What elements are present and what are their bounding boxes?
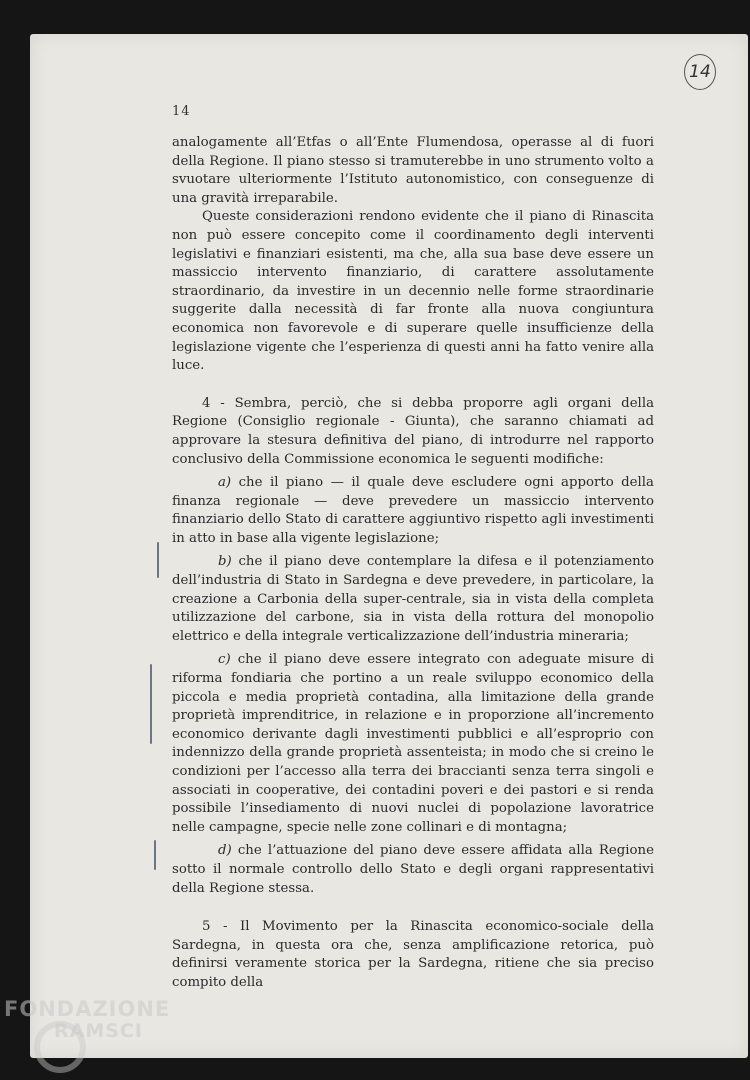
page-number: 14 (172, 104, 191, 119)
list-item-a (172, 474, 654, 548)
list-label: b) (218, 554, 232, 570)
list-text: che il piano deve contemplare la difesa e il potenziamento dell’industria di Stato in Sardegna e deve prevedere, in particolare, la creazione a Carbonia della super-centrale, sia in vista della completa utilizzazione del carbone, sia in vista della rottura del monopolio elettrico e della integrale verticalizzazione dell’industria mineraria; (172, 554, 654, 644)
list-label: d) (218, 843, 232, 859)
watermark-line-1: FONDAZIONE (4, 997, 171, 1021)
paragraph-section-5: 5 - Il Movimento per la Rinascita economico-sociale della Sardegna, in questa ora che, senza amplificazione retorica, può definirsi veramente storica per la Sardegna, ritiene che sia preciso compito della (172, 919, 654, 990)
margin-mark-c (150, 664, 152, 744)
list-item-b (172, 553, 654, 646)
paragraph-continuation: analogamente all’Etfas o all’Ente Flumendosa, operasse al di fuori della Regione. Il piano stesso si tramuterebbe in uno strumento volto a svuotare ulteriormente l’Istituto autonomistico, con conseguenze di una gravità irreparabile. (172, 135, 654, 206)
paragraph-considerations: Queste considerazioni rendono evidente che il piano di Rinascita non può essere concepito come il coordinamento degli interventi legislativi e finanziari esistenti, ma che, alla sua base deve essere un massiccio intervento finanziario, di carattere assolutamente straordinario, da investire in un decennio nelle forme straordinarie suggerite dalla necessità di far fronte alla nuova congiuntura economica non favorevole e di superare quelle insufficienze della legislazione vigente che l’esperienza di questi anni ha fatto venire alla luce. (172, 209, 654, 374)
watermark-line-2: RAMSCI (54, 1020, 143, 1042)
watermark (4, 998, 170, 1042)
list-text: che il piano — il quale deve escludere ogni apporto della finanza regionale — deve prevedere un massiccio intervento finanziario dello Stato di carattere aggiuntivo rispetto agli investimenti in atto in base alla vigente legislazione; (172, 475, 654, 546)
list-item-c (172, 651, 654, 837)
margin-mark-d (154, 840, 156, 870)
list-text: che il piano deve essere integrato con adeguate misure di riforma fondiaria che portino a un reale sviluppo economico della piccola e media proprietà contadina, alla limitazione della grande proprietà imprenditrice, in relazione e in proporzione all’incremento economico derivante dagli investimenti pubblici e all’esproprio con indennizzo della grande proprietà assenteista; in modo che si creino le condizioni per l’accesso alla terra dei braccianti senza terra singoli e associati in cooperative, dei contadini poveri e dei pastori e si renda possibile l’insediamento di nuovi nuclei di popolazione lavoratrice nelle campagne, specie nelle zone collinari e di montagna; (172, 652, 654, 835)
body-text (172, 134, 654, 993)
list-item-d (172, 842, 654, 898)
margin-mark-b (157, 542, 159, 578)
list-text: che l’attuazione del piano deve essere affidata alla Regione sotto il normale controllo dello Stato e degli organi rappresentativi della Regione stessa. (172, 843, 654, 896)
handwritten-page-number: 14 (684, 54, 716, 90)
paragraph-section-4: 4 - Sembra, perciò, che si debba proporre agli organi della Regione (Consiglio regionale - Giunta), che saranno chiamati ad approvare la stesura definitiva del piano, di introdurre nel rapporto conclusivo della Commissione economica le seguenti modifiche: (172, 395, 654, 467)
list-label: c) (218, 652, 231, 668)
list-label: a) (218, 475, 232, 491)
